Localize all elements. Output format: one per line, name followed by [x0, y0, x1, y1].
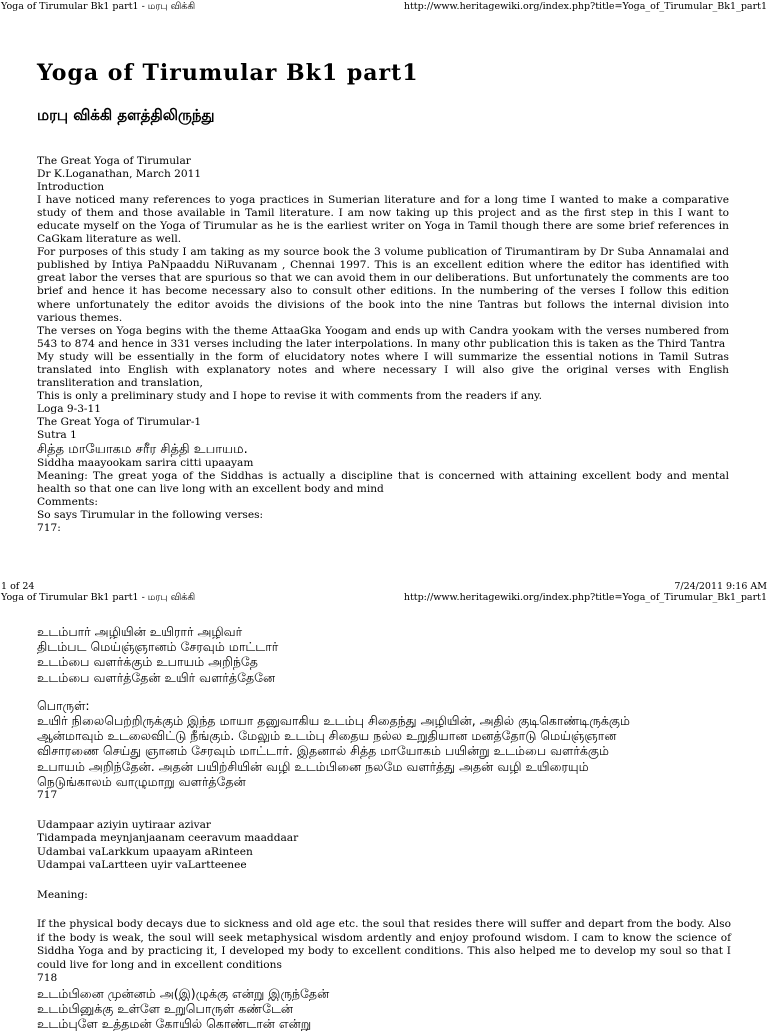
verse-line: உடம்புளே உத்தமன் கோயில் கொண்டான் என்று [37, 1015, 312, 1031]
verse-line: உடம்பை வளர்த்தேன் உயிர் வளர்த்தேனே [37, 669, 276, 685]
text-line: So says Tirumular in the following verses: [37, 509, 264, 522]
article-body-continued [37, 624, 731, 1031]
meaning-label: Meaning: [37, 888, 88, 901]
page-subtitle: மரபு விக்கி தளத்திலிருந்து [37, 106, 215, 124]
verse-number: 717: [37, 522, 61, 535]
text-line: The Great Yoga of Tirumular [37, 155, 191, 167]
verse-line: உடம்பினுக்கு உள்ளே உறுபொருள் கண்டேன் [37, 1000, 294, 1016]
page-count: 1 of 24 [1, 581, 35, 592]
print-header-url: http://www.heritagewiki.org/index.php?title=Yoga_of_Tirumular_Bk1_part1 [403, 1, 767, 12]
verse-line: திடம்பட மெய்ஞ்ஞானம் சேரவும் மாட்டார் [37, 639, 279, 655]
print-header-url: http://www.heritagewiki.org/index.php?title=Yoga_of_Tirumular_Bk1_part1 [403, 592, 767, 603]
transliteration-line: Udampai vaLartteen uyir vaLartteenee [37, 859, 247, 872]
author-line: Dr K.Loganathan, March 2011 [37, 168, 202, 181]
sutra-tamil: சித்த மாயோகம சரீர சித்தி உபாயம. [37, 442, 248, 458]
verse-number: 718 [37, 972, 58, 985]
paragraph: I have noticed many references to yoga practices in Sumerian literature and for a long time I wanted to make a comparative study of them and those available in Tamil literature. I am now taking up this project and as the first step in this I want to educate myself on the Yoga of Tirumular as he is the earliest writer on Yoga in Tamil though there are some brief references in CaGkam literature as well. [37, 194, 729, 246]
porul-line: விசாரணை செய்து ஞானம் சேரவும் மாட்டார். இதனால் சித்த மாயோகம் பயின்று உடம்பை வளர்க்கும் [37, 743, 609, 759]
porul-line: உயிர் நிலைபெற்றிருக்கும் இந்த மாயா தனுவாகிய உடம்பு சிதைந்து அழியின், அதில் குடிகொண்டிருக்கும் [37, 713, 630, 729]
verse-line: உடம்பார் அழியின் உயிரார் அழிவர் [37, 624, 243, 639]
comments-label: Comments: [37, 496, 98, 509]
verse-line: உடம்பை வளர்க்கும் உபாயம் அறிந்தே [37, 654, 258, 670]
page-title: Yoga of Tirumular Bk1 part1 [37, 60, 419, 86]
verse-line: உடம்பினை முன்னம் அ(இ)ழுக்கு என்று இருந்தேன் [37, 985, 330, 1001]
sutra-label: Sutra 1 [37, 428, 77, 441]
print-header-title: Yoga of Tirumular Bk1 part1 - மரபு விக்கி [1, 1, 196, 12]
date-line: Loga 9-3-11 [37, 402, 101, 415]
print-header-title: Yoga of Tirumular Bk1 part1 - மரபு விக்கி [1, 592, 196, 603]
article-body [37, 155, 729, 535]
porul-line: நெடுங்காலம் வாழுமாறு வளர்த்தேன் [37, 773, 246, 789]
paragraph: For purposes of this study I am taking as my source book the 3 volume publication of Tirumantiram by Dr Suba Annamalai and published by Intiya PaNpaaddu NiRuvanam , Chennai 1997. This is an excellent edition where the editor has identified with great labor the verses that are spurious so that we can avoid them in our deliberations. But unfortunately the comments are too brief and hence it has become necessary also to consult other editions. In the numbering of the verses I follow this edition where unfortunately the editor avoids the divisions of the book into the nine Tantras but follows the internal division into various themes. [37, 246, 729, 324]
text-line: The Great Yoga of Tirumular-1 [37, 415, 202, 428]
print-header [0, 591, 768, 605]
transliteration-line: Tidampada meynjanjaanam ceeravum maaddaar [37, 832, 299, 845]
porul-line: ஆன்மாவும் உடலைவிட்டு நீங்கும். மேலும் உடம்பு சிதைய நல்ல உறுதியான மனத்தோடு மெய்ஞ்ஞான [37, 728, 617, 744]
transliteration-line: Udampaar aziyin uytiraar azivar [37, 818, 211, 831]
sutra-transliteration: Siddha maayookam sarira citti upaayam [37, 457, 254, 470]
paragraph: My study will be essentially in the form of elucidatory notes where I will summarize the essential notions in Tamil Sutras translated into English with explanatory notes and where necessary I will also give the original verses with English transliteration and translation, [37, 350, 729, 389]
transliteration-line: Udambai vaLarkkum upaayam aRinteen [37, 845, 253, 858]
paragraph: The verses on Yoga begins with the theme AttaaGka Yoogam and ends up with Candra yookam with the verses numbered from 543 to 874 and hence in 331 verses including the later interpolations. In many othr publication this is taken as the Third Tantra [37, 324, 729, 350]
print-header [0, 0, 768, 14]
porul-label: பொருள்: [37, 697, 90, 713]
meaning-paragraph: Meaning: The great yoga of the Siddhas is actually a discipline that is concerned with attaining excellent body and mental health so that one can live long with an excellent body and mind [37, 470, 729, 496]
paragraph: This is only a preliminary study and I hope to revise it with comments from the readers if any. [37, 389, 542, 402]
meaning-paragraph: If the physical body decays due to sickness and old age etc. the soul that resides there will suffer and depart from the body. Also if the body is weak, the soul will seek metaphysical wisdom ardently and enjoy profound wisdom. I cam to know the science of Siddha Yoga and by practicing it, I developed my body to excellent conditions. This also helped me to develop my soul so that I could live for long and in excellent conditions [37, 918, 731, 971]
verse-number: 717 [37, 789, 58, 802]
porul-line: உபாயம் அறிந்தேன். அதன் பயிற்சியின் வழி உடம்பினை நலமே வளர்த்து அதன் வழி உயிரையும் [37, 758, 589, 774]
print-timestamp: 7/24/2011 9:16 AM [674, 581, 767, 592]
section-heading: Introduction [37, 181, 105, 194]
